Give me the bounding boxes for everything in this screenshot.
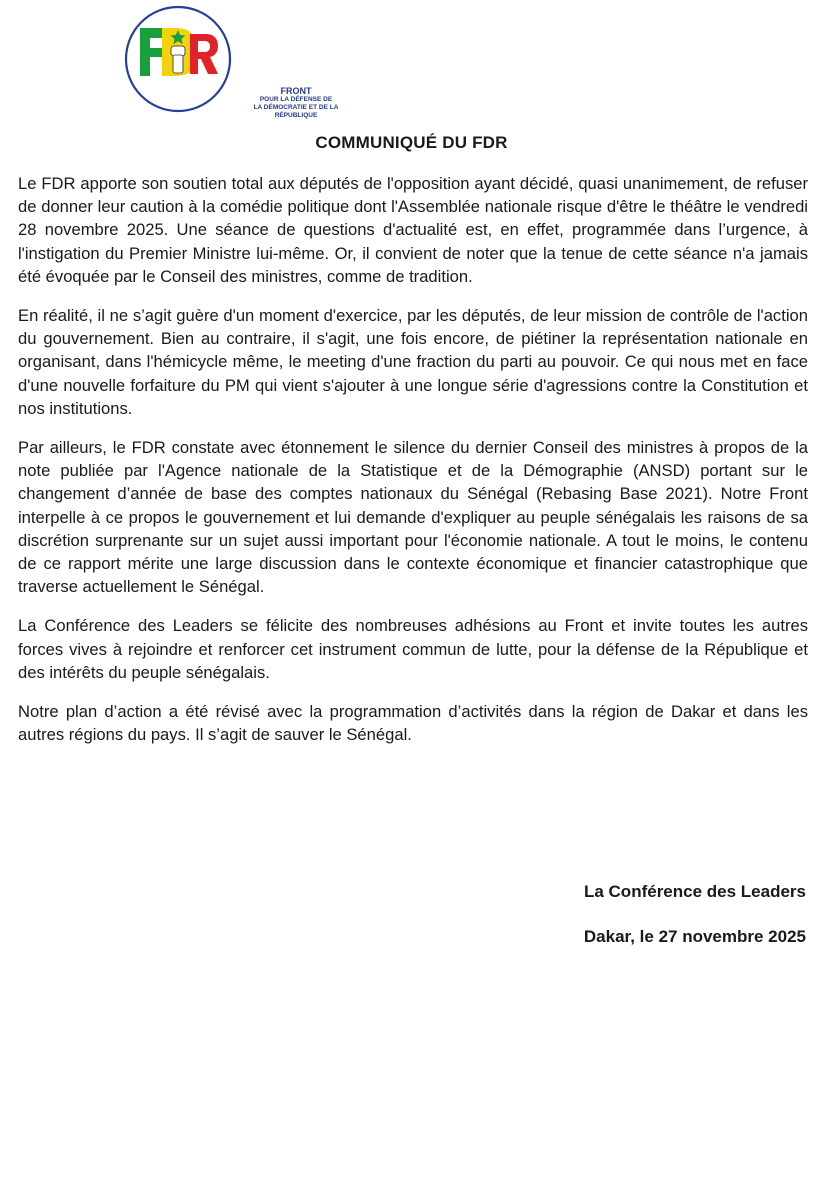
paragraph-3: Par ailleurs, le FDR constate avec étonnement le silence du dernier Conseil des ministres à propos de la note publiée par l'Agence nationale de la Statistique et de la Démographie (ANSD) portant sur le changement d’année de base des comptes nationaux du Sénégal (Rebasing Base 2021). Notre Front interpelle à ce propos le gouvernement et lui demande d'expliquer au peuple sénégalais les raisons de sa discrétion surprenante sur un sujet aussi important pour l'économie nationale. A tout le moins, le contenu de ce rapport mérite une large discussion dans le contexte économique et financier catastrophique que traverse actuellement le Sénégal. [18,438,808,597]
paragraph-2: En réalité, il ne s’agit guère d'un moment d'exercice, par les députés, de leur mission de contrôle de l'action du gouvernement. Bien au contraire, il s'agit, une fois encore, de piétiner la représentation nationale en organisant, dans l'hémicycle même, le meeting d'une fraction du parti au pouvoir. Ce qui nous met en face d'une nouvelle forfaiture du PM qui vient s'ajouter à une longue série d'agressions contre la Constitution et nos institutions. [18,306,808,418]
logo-caption [236,86,356,120]
paragraph-5: Notre plan d’action a été révisé avec la programmation d’activités dans la région de Dakar et dans les autres régions du pays. Il s’agit de sauver le Sénégal. [18,702,808,745]
signature-author: La Conférence des Leaders [583,882,806,901]
logo-line-2: LA DÉMOCRATIE ET DE LA [253,104,339,111]
document-title: COMMUNIQUÉ DU FDR [315,133,508,152]
fdr-logo-icon [118,4,238,122]
logo-line-3: RÉPUBLIQUE [274,112,318,119]
paragraph-1: Le FDR apporte son soutien total aux députés de l'opposition ayant décidé, quasi unanimement, de refuser de donner leur caution à la comédie politique dont l'Assemblée nationale risque d'être le théâtre le vendredi 28 novembre 2025. Une séance de questions d'actualité est, en effet, programmée dans l’urgence, à l'instigation du Premier Ministre lui-même. Or, il convient de noter que la tenue de cette séance n'a jamais été évoquée par le Conseil des ministres, comme de tradition. [18,174,808,286]
logo-front-text: FRONT [280,86,312,96]
fdr-logo [118,4,339,122]
document-body [18,172,808,762]
logo-line-1: POUR LA DÉFENSE DE [259,96,333,103]
paragraph-4: La Conférence des Leaders se félicite des nombreuses adhésions au Front et invite toutes les autres forces vives à rejoindre et renforcer cet instrument commun de lutte, pour la défense de la République et des intérêts du peuple sénégalais. [18,616,808,682]
signature-place-date: Dakar, le 27 novembre 2025 [583,927,806,946]
